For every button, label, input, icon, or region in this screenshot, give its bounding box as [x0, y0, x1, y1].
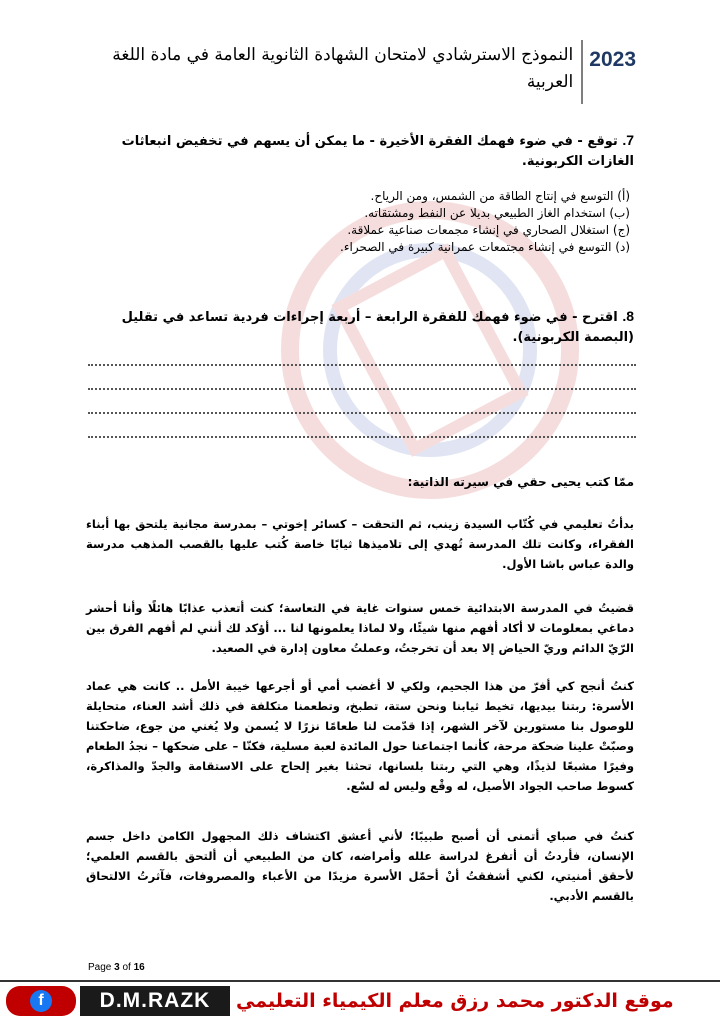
question-8	[86, 306, 634, 348]
passage-paragraph-4: كنتُ في صباي أتمنى أن أصبح طبيبًا؛ لأني أعشق اكتشاف ذلك المجهول الكامن داخل جسم الإنسان، فأردتُ أن أتفرغ لدراسة علله وأمراضه، كان من الطبيعي أن ألتحق بالقسم العلمي؛ لأحقق أمنيتي، لكني أشفقتُ أنْ أحمّل الأسرة مزيدًا من الأعباء والمصروفات، فآثرتُ الالتحاق بالقسم الأدبي.	[86, 829, 634, 903]
answer-line-4	[88, 428, 636, 438]
passage-paragraph-3: كنتُ أنجح كي أفرّ من هذا الجحيم، ولكي لا أغضب أمي أو أجرعها خيبة الأمل .. كانت هي عماد الأسرة: ربتنا بيديها، تخيط ثيابنا ونحن ستة، تطبخ، وتطعمنا متكلفة في ذلك أشد العناء، متحايلة للوصول بنا مستورين لآخر الشهر، إذا قدّمت لنا طعامًا نزرًا لا يُسمن ولا يُغني من جوع، ضاحكتنا وصبّتْ علينا ضحكة مرحة، كأنما اجتماعنا حول المائدة لعبة مسلية، فكنّا – على ضحكها – نجدُ الطعام وفيرًا مشبعًا لذيذًا، وهي التي ربتنا بلسانها، تحثنا بغير إلحاح على الاستقامة والجدّ والمذاكرة، كسوط صاحب الجواد الأصيل، له وقْع وليس له لسْع.	[86, 679, 634, 793]
question-7	[86, 130, 634, 172]
exam-year: 2023	[581, 40, 640, 104]
site-title-text: موقع الدكتور محمد رزق معلم الكيمياء التعليمي	[236, 990, 674, 1012]
option-b: (ب) استخدام الغاز الطبيعي بديلا عن النفط ومشتقاته.	[364, 206, 630, 220]
answer-line-3	[88, 404, 636, 414]
brand-name: D.M.RAZK	[99, 989, 211, 1012]
question-7-options	[270, 188, 630, 256]
footer-banner	[0, 980, 720, 1020]
passage-paragraph-1: بدأتُ تعليمي في كُتّاب السيدة زينب، ثم التحقت – كسائر إخوتي – بمدرسة مجانية يلتحق بها أبناء الفقراء، وكانت تلك المدرسة تُهدي إلى تلاميذها ثيابًا خاصة كُتب عليها بالقصب المذهب مدرسة والدة عباس باشا الأول.	[86, 517, 634, 571]
passage-paragraph-2: قضيتُ في المدرسة الابتدائية خمس سنوات غاية في التعاسة؛ كنت أتعذب عذابًا هائلًا وأنا أحشر دماغي بمعلومات لا أكاد أفهم منها شيئًا، ولا لماذا يعلمونها لنا ... أؤكد لك أنني لم أفهم الفرق بين الرّيّ الدائم وريّ الحياض إلا بعد أن تخرجتُ، وعملتُ معاون إدارة في الصعيد.	[86, 601, 634, 655]
facebook-icon: f	[30, 990, 52, 1012]
question-7-text: توقع - في ضوء فهمك الفقرة الأخيرة - ما يمكن أن يسهم في تخفيض انبعاثات الغازات الكربونية.	[121, 134, 634, 169]
page-header	[85, 40, 640, 102]
passage-intro: ممّا كتب يحيى حقي في سيرته الذاتية:	[407, 475, 634, 489]
option-a: (أ) التوسع في إنتاج الطاقة من الشمس، ومن الرياح.	[370, 189, 630, 203]
answer-line-2	[88, 380, 636, 390]
facebook-link[interactable]	[6, 986, 76, 1016]
page-number: Page 3 of 16	[88, 962, 145, 973]
answer-line-1	[88, 356, 636, 366]
option-c: (ج) استغلال الصحاري في إنشاء مجمعات صناعية عملاقة.	[347, 223, 630, 237]
option-d: (د) التوسع في إنشاء مجتمعات عمرانية كبيرة في الصحراء.	[340, 240, 630, 254]
site-title	[236, 986, 714, 1016]
question-8-text: اقترح - في ضوء فهمك للفقرة الرابعة – أربعة إجراءات فردية تساعد في تقليل (البصمة الكربونية).	[121, 310, 634, 345]
question-8-number: 8.	[622, 308, 634, 324]
question-7-number: 7.	[622, 132, 634, 148]
exam-title: النموذج الاسترشادي لامتحان الشهادة الثانوية العامة في مادة اللغة العربية	[112, 45, 574, 92]
brand-logo	[80, 986, 230, 1016]
